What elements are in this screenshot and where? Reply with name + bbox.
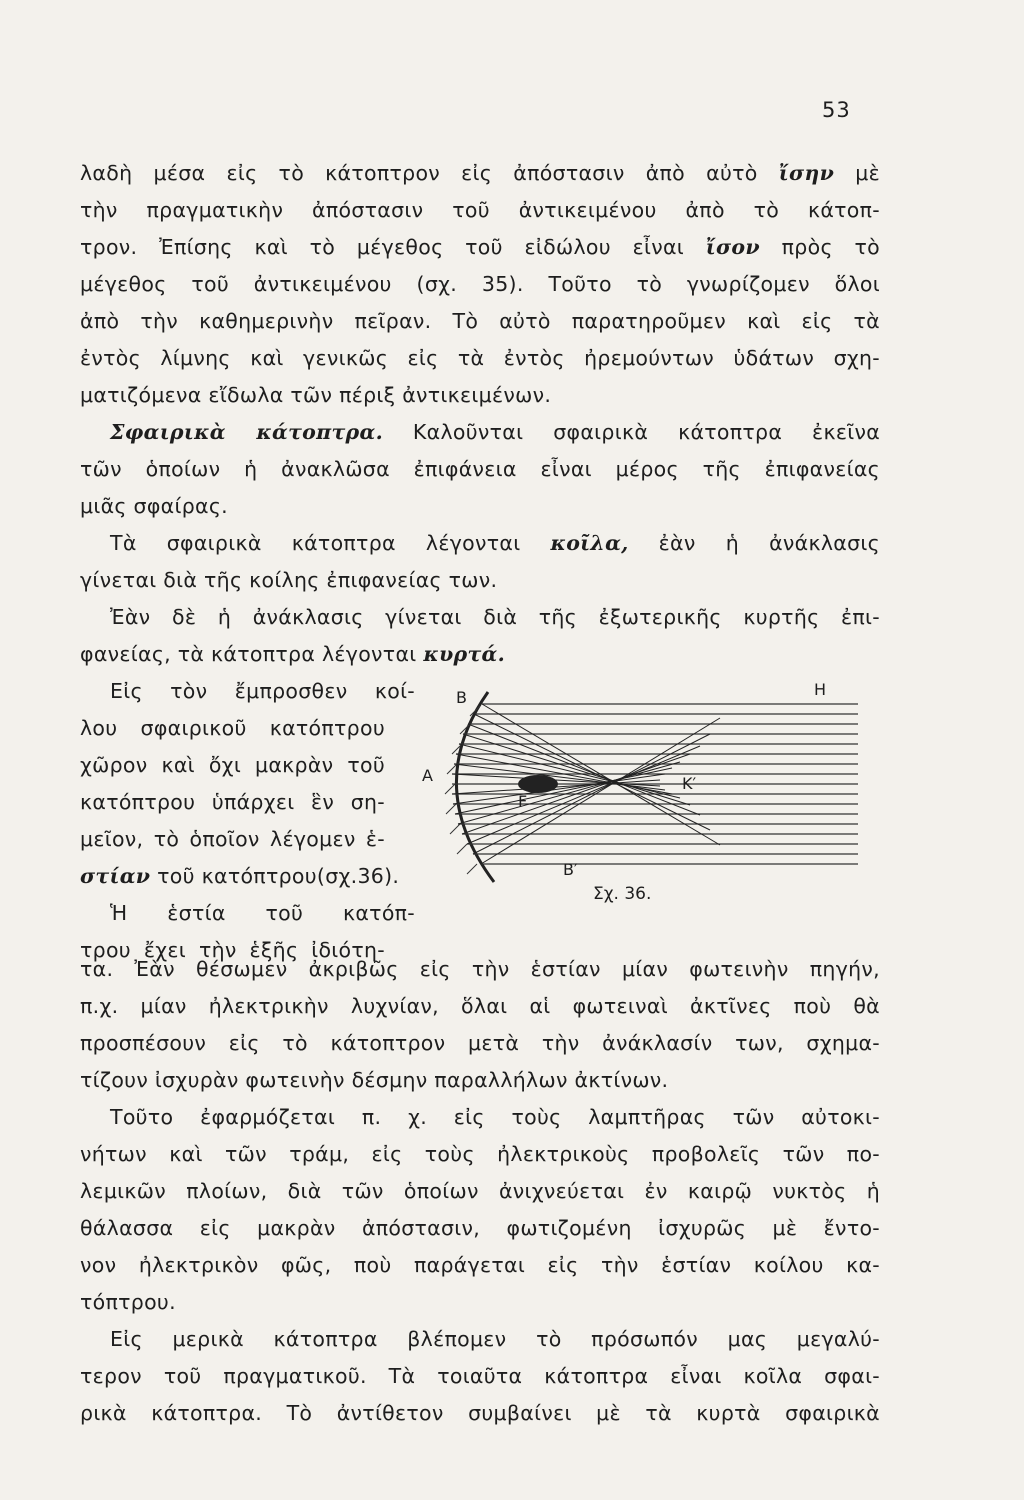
text-line: τὴν πραγματικὴν ἀπόστασιν τοῦ ἀντικειμένου ἀπὸ τὸ κάτοπ- (80, 198, 880, 222)
text-line: τόπτρου. (80, 1290, 176, 1314)
text-line: μιᾶς σφαίρας. (80, 494, 228, 518)
text-line: γίνεται διὰ τῆς κοίλης ἐπιφανείας των. (80, 568, 498, 592)
label-H: H (814, 680, 827, 699)
parallel-rays (452, 704, 858, 864)
text-line (80, 858, 400, 895)
text-line: Τοῦτο ἐφαρμόζεται π. χ. εἰς τοὺς λαμπτῆρας τῶν αὐτοκι- (110, 1105, 880, 1129)
text-span: τοῦ κατόπτρου(σχ.36). (157, 864, 400, 888)
text-span: Καλοῦνται σφαιρικὰ κάτοπτρα ἐκεῖνα (412, 420, 881, 444)
text-line: ἀπὸ τὴν καθημερινὴν πεῖραν. Τὸ αὐτὸ παρατηροῦμεν καὶ εἰς τὰ (80, 309, 880, 333)
text-span: φανείας, τὰ κάτοπτρα λέγονται (80, 642, 417, 666)
heading-spherical-mirrors: Σφαιρικὰ κάτοπτρα. (110, 420, 384, 444)
text-line: π.χ. μίαν ἠλεκτρικὴν λυχνίαν, ὅλαι αἱ φωτειναὶ ἀκτῖνες ποὺ θὰ (80, 994, 880, 1018)
label-A: A (422, 766, 433, 785)
text-line (80, 525, 880, 562)
text-line: χῶρον καὶ ὄχι μακρὰν τοῦ (80, 753, 385, 777)
italic-word-ison: ἴσον (705, 235, 760, 259)
label-K-prime: K′ (682, 774, 697, 793)
text-span: ἐὰν ἡ ἀνάκλασις (658, 531, 880, 555)
figure-concave-mirror (410, 670, 890, 910)
text-line: ρικὰ κάτοπτρα. Τὸ ἀντίθετον συμβαίνει μὲ τὰ κυρτὰ σφαιρικὰ (80, 1401, 880, 1425)
text-line (80, 229, 880, 266)
text-line: Εἰς μερικὰ κάτοπτρα βλέπομεν τὸ πρόσωπόν μας μεγαλύ- (110, 1327, 880, 1351)
paragraph-convex (80, 599, 880, 673)
text-line: λου σφαιρικοῦ κατόπτρου (80, 716, 385, 740)
page-number: 53 (822, 98, 851, 122)
paragraph-plane-mirror (80, 155, 880, 414)
text-span: πρὸς τὸ (781, 235, 880, 259)
paragraph-focus-property (80, 951, 880, 1099)
text-span: λαδὴ μέσα εἰς τὸ κάτοπτρον εἰς ἀπόστασιν ἀπὸ αὐτὸ (80, 161, 758, 185)
focus-point (518, 775, 558, 793)
text-span: τρον. Ἐπίσης καὶ τὸ μέγεθος τοῦ εἰδώλου εἶναι (80, 235, 685, 259)
text-line: τα. Ἐὰν θέσωμεν ἀκριβῶς εἰς τὴν ἑστίαν μίαν φωτεινὴν πηγήν, (80, 957, 880, 981)
italic-word-estian: στίαν (80, 864, 151, 888)
text-span: Τὰ σφαιρικὰ κάτοπτρα λέγονται (110, 531, 521, 555)
text-line: μεῖον, τὸ ὁποῖον λέγομεν ἑ- (80, 827, 385, 851)
label-B-prime: B′ (563, 860, 578, 879)
text-line: Ἐὰν δὲ ἡ ἀνάκλασις γίνεται διὰ τῆς ἐξωτερικῆς κυρτῆς ἐπι- (110, 605, 880, 629)
text-line (80, 414, 880, 451)
text-line: λεμικῶν πλοίων, διὰ τῶν ὁποίων ἀνιχνεύεται ἐν καιρῷ νυκτὸς ἡ (80, 1179, 880, 1203)
italic-word-isin: ἴσην (778, 161, 835, 185)
paragraph-applications (80, 1099, 880, 1321)
text-line: ἐντὸς λίμνης καὶ γενικῶς εἰς τὰ ἐντὸς ἠρεμούντων ὑδάτων σχη- (80, 346, 880, 370)
concave-mirror-diagram (410, 670, 890, 910)
figure-caption: Σχ. 36. (593, 884, 652, 904)
text-line: Ἡ ἑστία τοῦ κατόπ- (110, 901, 415, 925)
paragraph-concave (80, 525, 880, 599)
label-F: F (518, 792, 528, 811)
text-line: τερον τοῦ πραγματικοῦ. Τὰ τοιαῦτα κάτοπτρα εἶναι κοῖλα σφαι- (80, 1364, 880, 1388)
text-line: νήτων καὶ τῶν τράμ, εἰς τοὺς ἠλεκτρικοὺς προβολεῖς τῶν πο- (80, 1142, 880, 1166)
text-line: τῶν ὁποίων ἡ ἀνακλῶσα ἐπιφάνεια εἶναι μέρος τῆς ἐπιφανείας (80, 457, 880, 481)
italic-word-kyrta: κυρτά. (423, 642, 506, 666)
italic-word-koila: κοῖλα, (550, 531, 629, 555)
paragraph-magnifying (80, 1321, 880, 1432)
text-line: μέγεθος τοῦ ἀντικειμένου (σχ. 35). Τοῦτο τὸ γνωρίζομεν ὅλοι (80, 272, 880, 296)
text-line: κατόπτρου ὑπάρχει ἓν ση- (80, 790, 385, 814)
text-line: τίζουν ἰσχυρὰν φωτεινὴν δέσμην παραλλήλων ἀκτίνων. (80, 1068, 669, 1092)
text-line: ματιζόμενα εἴδωλα τῶν πέριξ ἀντικειμένων. (80, 383, 552, 407)
text-span: μὲ (855, 161, 880, 185)
text-line (80, 636, 880, 673)
text-line: θάλασσα εἰς μακρὰν ἀπόστασιν, φωτιζομένη ἰσχυρῶς μὲ ἔντο- (80, 1216, 880, 1240)
paragraph-spherical-mirrors (80, 414, 880, 525)
text-line: τρου ἔχει τὴν ἑξῆς ἰδιότη- (80, 938, 385, 962)
label-B: B (456, 688, 467, 707)
text-line: νον ἠλεκτρικὸν φῶς, ποὺ παράγεται εἰς τὴν ἑστίαν κοίλου κα- (80, 1253, 880, 1277)
text-line (80, 155, 880, 192)
text-line: Εἰς τὸν ἔμπροσθεν κοί- (110, 679, 415, 703)
text-line: προσπέσουν εἰς τὸ κάτοπτρον μετὰ τὴν ἀνάκλασίν των, σχημα- (80, 1031, 880, 1055)
